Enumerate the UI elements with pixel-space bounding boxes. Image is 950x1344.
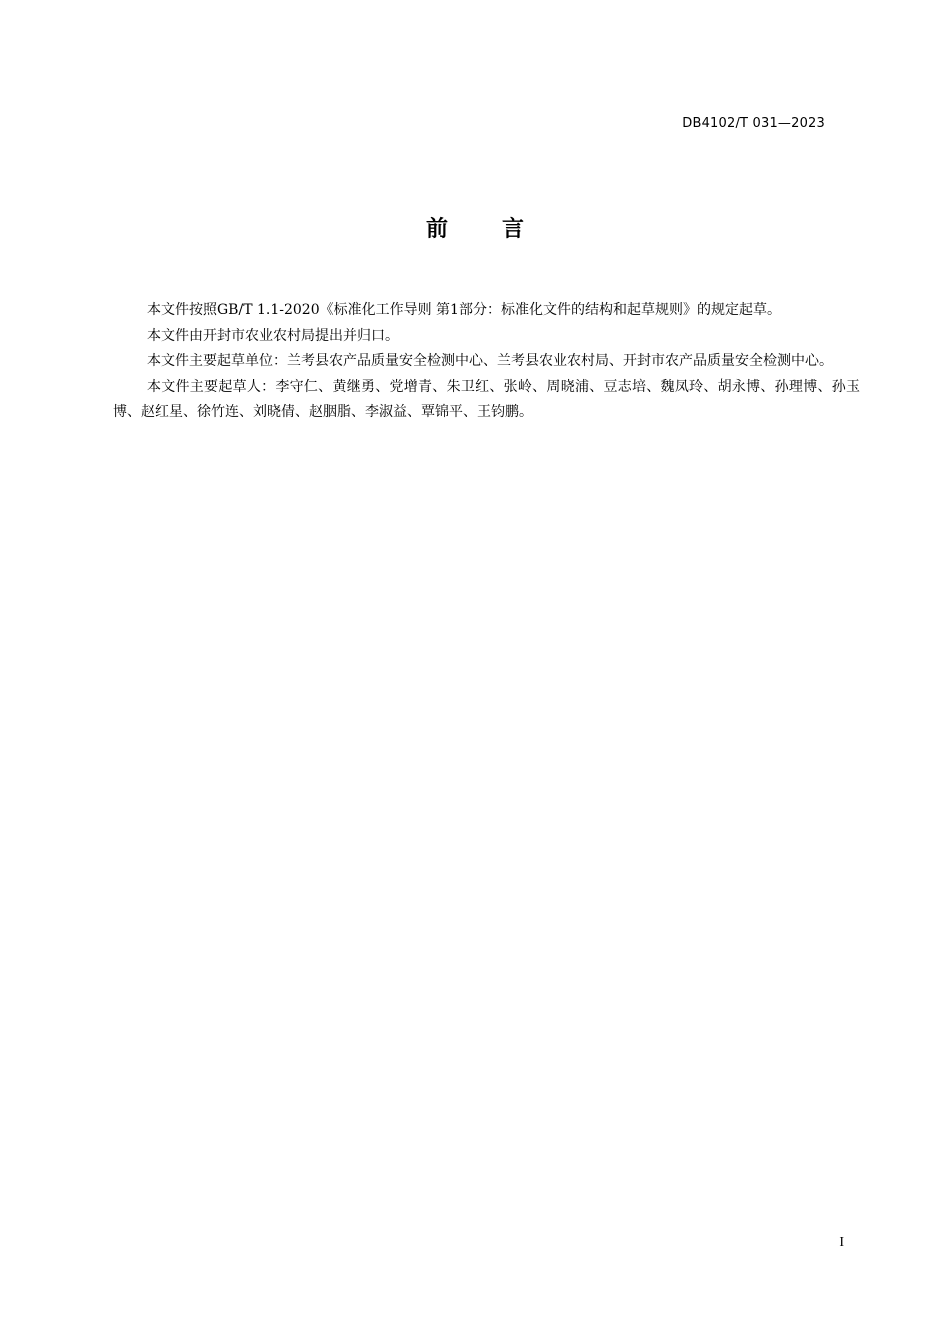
paragraph-proposer: 本文件由开封市农业农村局提出并归口。	[147, 327, 399, 344]
paragraph-standard-basis: 本文件按照GB/T 1.1-2020《标准化工作导则 第1部分：标准化文件的结构和起草规则》的规定起草。	[147, 302, 781, 318]
preface-body	[113, 298, 860, 426]
heading-char-2: 言	[502, 217, 525, 242]
paragraph-drafting-units: 本文件主要起草单位：兰考县农产品质量安全检测中心、兰考县农业农村局、开封市农产品质量安全检测中心。	[147, 353, 833, 369]
heading-char-1: 前	[425, 217, 448, 242]
page-number: I	[839, 1235, 844, 1250]
paragraph-drafters: 本文件主要起草人：李守仁、黄继勇、党增青、朱卫红、张岭、周晓浦、豆志培、魏凤玲、胡永博、孙理博、孙玉博、赵红星、徐竹连、刘晓倩、赵胭脂、李淑益、覃锦平、王钧鹏。	[113, 378, 860, 420]
section-heading	[0, 212, 950, 243]
document-code: DB4102/T 031—2023	[682, 116, 825, 131]
